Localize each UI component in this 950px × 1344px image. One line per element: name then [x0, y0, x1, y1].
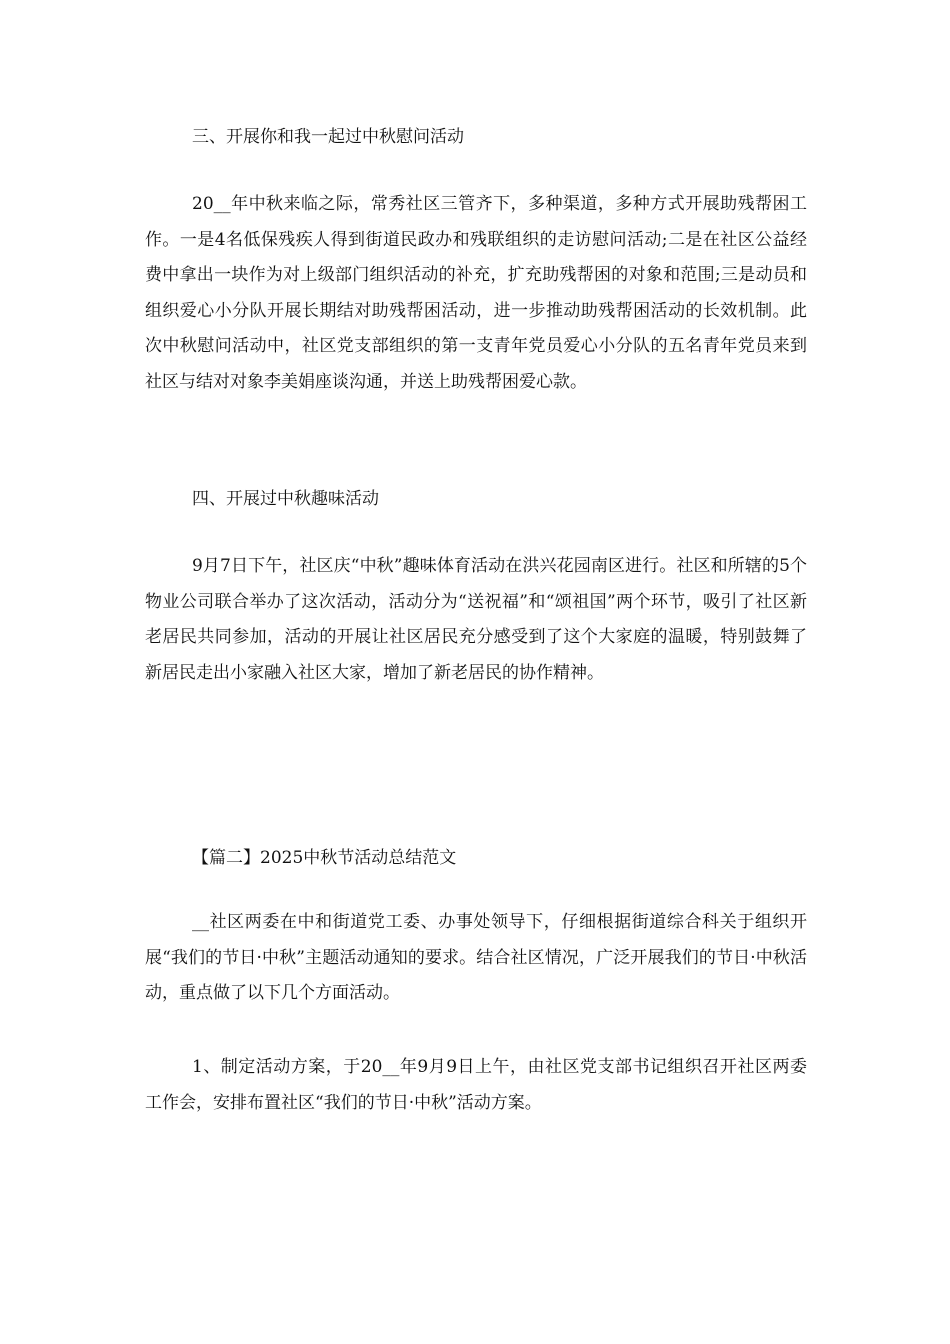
article2-item-1: 1、制定活动方案，于20__年9月9日上午，由社区党支部书记组织召开社区两委工作会，安排布置社区“我们的节日·中秋”活动方案。: [145, 1057, 807, 1113]
article2-heading: 【篇二】2025中秋节活动总结范文: [192, 848, 457, 868]
section4-body: 9月7日下午，社区庆“中秋”趣味体育活动在洪兴花园南区进行。社区和所辖的5个物业公司联合举办了这次活动，活动分为“送祝福”和“颂祖国”两个环节，吸引了社区新老居民共同参加，活动的开展让社区居民充分感受到了这个大家庭的温暖，特别鼓舞了新居民走出小家融入社区大家，增加了新老居民的协作精神。: [145, 556, 807, 683]
article2-intro: __社区两委在中和街道党工委、办事处领导下，仔细根据街道综合科关于组织开展“我们的节日·中秋”主题活动通知的要求。结合社区情况，广泛开展我们的节日·中秋活动，重点做了以下几个方面活动。: [145, 912, 807, 1003]
section3-body: 20__年中秋来临之际，常秀社区三管齐下，多种渠道，多种方式开展助残帮困工作。一是4名低保残疾人得到街道民政办和残联组织的走访慰问活动;二是在社区公益经费中拿出一块作为对上级部门组织活动的补充，扩充助残帮困的对象和范围;三是动员和组织爱心小分队开展长期结对助残帮困活动，进一步推动助残帮困活动的长效机制。此次中秋慰问活动中，社区党支部组织的第一支青年党员爱心小分队的五名青年党员来到社区与结对对象李美娟座谈沟通，并送上助残帮困爱心款。: [145, 194, 807, 392]
section3-heading: 三、开展你和我一起过中秋慰问活动: [192, 127, 464, 147]
section4-heading: 四、开展过中秋趣味活动: [192, 489, 379, 509]
